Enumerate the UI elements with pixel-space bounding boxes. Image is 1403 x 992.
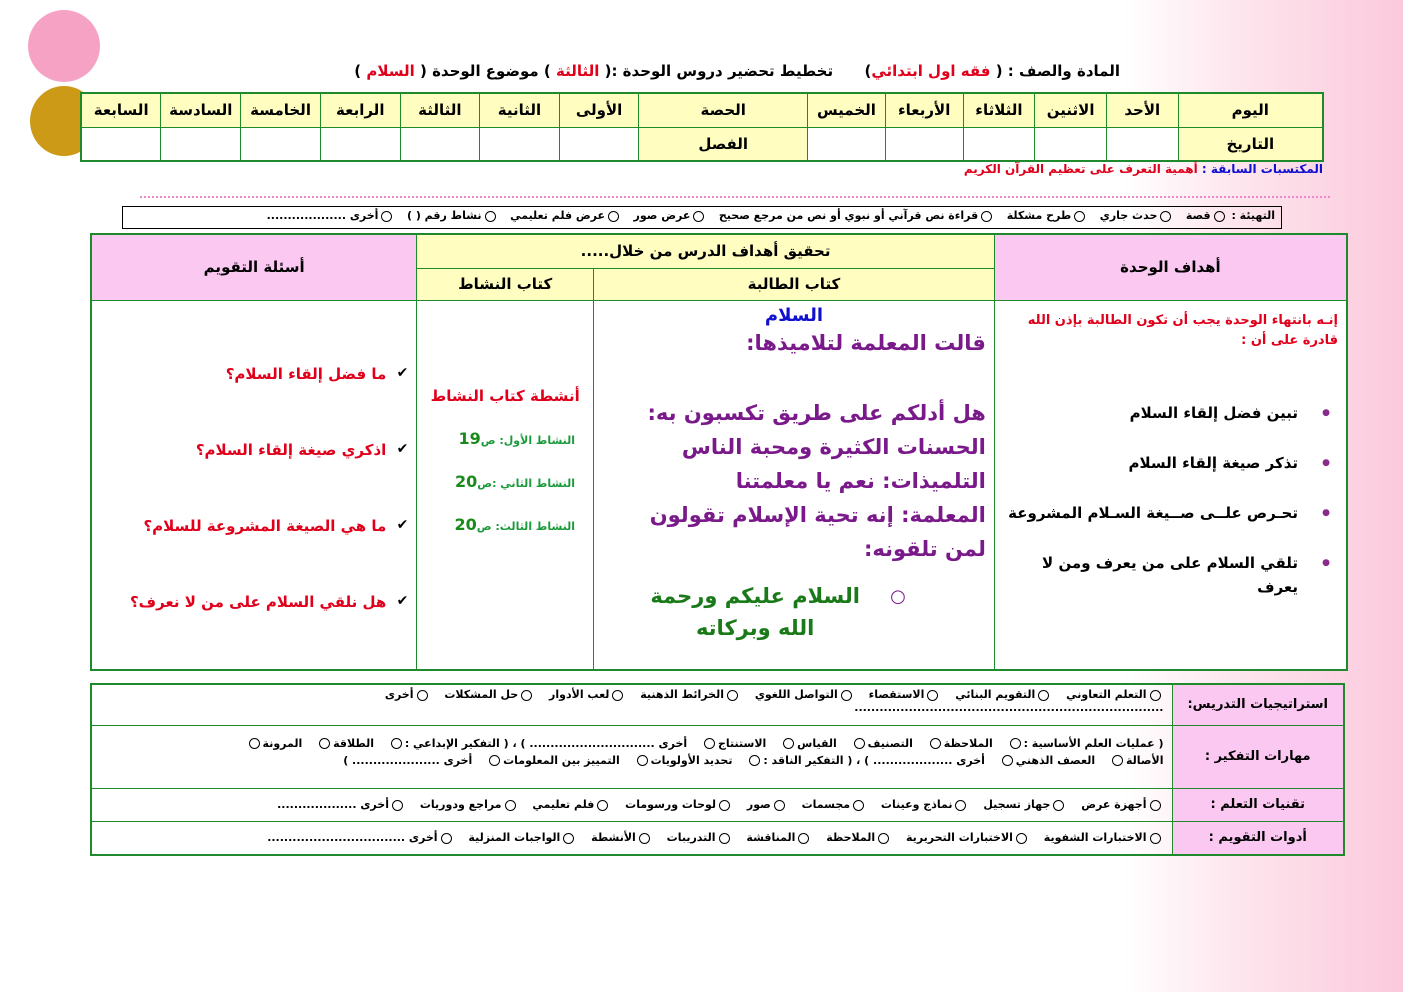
strategies-cell <box>91 684 1172 725</box>
class-cell[interactable] <box>161 127 241 161</box>
strategy-option: الاستقصاء <box>868 688 925 701</box>
goal-item: ● تذكر صيغة إلقاء السلام <box>1003 451 1338 475</box>
thinking-option: الاستنتاج <box>718 736 767 750</box>
radio-icon[interactable] <box>1016 833 1027 844</box>
activity-item: النشاط الأول: ص19 <box>458 428 576 448</box>
prior-label: المكتسبات السابقة : <box>1201 162 1323 176</box>
radio-icon[interactable] <box>955 800 966 811</box>
radio-icon[interactable] <box>1150 690 1161 701</box>
activity-book-cell <box>417 300 594 670</box>
prior-knowledge <box>964 162 1323 176</box>
lesson-line: قالت المعلمة لتلاميذها: <box>746 330 986 355</box>
radio-icon[interactable] <box>597 800 608 811</box>
subject-label: المادة والصف : ( <box>995 62 1120 80</box>
tech-option: أخرى ................... <box>277 798 389 811</box>
strategy-option: التقويم البنائي <box>955 688 1036 701</box>
tech-option: مراجع ودوريات <box>419 798 502 811</box>
radio-icon[interactable] <box>1002 755 1013 766</box>
radio-icon[interactable] <box>798 833 809 844</box>
thinking-option: أخرى ..................... ) <box>343 753 473 767</box>
schedule-row-dates <box>81 127 1323 161</box>
tech-option: صور <box>746 798 771 811</box>
radio-icon[interactable] <box>693 211 704 222</box>
greeting-text: السلام عليكم ورحمة الله وبركاته <box>650 583 860 640</box>
tools-option: أخرى ................................. <box>267 831 438 845</box>
radio-icon[interactable] <box>521 690 532 701</box>
lesson-table <box>90 233 1348 671</box>
thinking-option: القياس <box>797 736 837 750</box>
class-cell[interactable] <box>559 127 639 161</box>
warmup-option: نشاط رقم ( ) <box>406 209 482 222</box>
warmup-option: قراءة نص قرآني أو نبوي أو نص من مرجع صحيح <box>718 209 979 222</box>
tech-option: جهاز تسجيل <box>983 798 1051 811</box>
radio-icon[interactable] <box>930 738 941 749</box>
questions-list <box>92 301 416 611</box>
date-cell[interactable] <box>885 127 963 161</box>
radio-icon[interactable] <box>853 800 864 811</box>
date-label: التاريخ <box>1178 127 1323 161</box>
radio-icon[interactable] <box>719 833 730 844</box>
lesson-line: التلميذات: نعم يا معلمتنا <box>735 468 986 493</box>
question-item: ✔ ما فضل إلقاء السلام؟ <box>92 365 416 383</box>
radio-icon[interactable] <box>563 833 574 844</box>
period-3: الثالثة <box>400 93 480 127</box>
radio-icon[interactable] <box>319 738 330 749</box>
thinking-option: التمييز بين المعلومات <box>503 753 620 767</box>
radio-icon[interactable] <box>981 211 992 222</box>
class-cell[interactable] <box>81 127 161 161</box>
radio-icon[interactable] <box>485 211 496 222</box>
goals-intro: إنـه بانتهاء الوحدة يجب أن تكون الطالبة بإذن الله قادرة على أن : <box>1027 312 1338 348</box>
strategy-option: لعب الأدوار <box>549 688 610 701</box>
tools-option: التدريبات <box>666 831 716 845</box>
day-thursday: الخميس <box>808 93 886 127</box>
radio-icon[interactable] <box>704 738 715 749</box>
radio-icon[interactable] <box>727 690 738 701</box>
warmup-row <box>122 206 1282 229</box>
tools-label: أدوات التقويم : <box>1172 821 1344 855</box>
tools-option: الأنشطة <box>591 831 636 845</box>
lesson-line: هل أدلكم على طريق تكسبون به: الحسنات الكثيرة ومحبة الناس <box>647 400 986 459</box>
thinking-option: المرونة <box>262 736 303 750</box>
student-book-header: كتاب الطالبة <box>594 268 995 300</box>
tech-label: تقنيات التعلم : <box>1172 788 1344 821</box>
radio-icon[interactable] <box>639 833 650 844</box>
topic-label: ) موضوع الوحدة ( <box>420 62 551 80</box>
thinking-option: العصف الذهني <box>1015 753 1096 767</box>
warmup-label: التهيئة : <box>1231 209 1275 222</box>
strategy-option: الخرائط الذهنية <box>640 688 724 701</box>
day-monday: الاثنين <box>1035 93 1107 127</box>
activity-item: النشاط الثاني :ص20 <box>455 471 576 491</box>
activity-book-header: كتاب النشاط <box>417 268 594 300</box>
achieve-header: تحقيق أهداف الدرس من خلال..... <box>417 234 995 268</box>
decorative-circle-pink <box>28 10 100 82</box>
tools-option: المناقشة <box>746 831 796 845</box>
radio-icon[interactable] <box>1150 833 1161 844</box>
radio-icon[interactable] <box>505 800 516 811</box>
warmup-option: قصة <box>1185 209 1211 222</box>
radio-icon[interactable] <box>927 690 938 701</box>
radio-icon[interactable] <box>854 738 865 749</box>
tech-option: فلم تعليمي <box>532 798 595 811</box>
warmup-option: عرض صور <box>633 209 691 222</box>
greeting-block <box>602 580 986 644</box>
topic-value: السلام <box>366 62 415 80</box>
thinking-option: الأصالة <box>1125 753 1164 767</box>
question-item: ✔ اذكري صيغة إلقاء السلام؟ <box>92 441 416 459</box>
activities-title: أنشطة كتاب النشاط <box>430 386 580 405</box>
period-7: السابعة <box>81 93 161 127</box>
period-label: الحصة <box>639 93 808 127</box>
lesson-line: المعلمة: إنه تحية الإسلام تقولون لمن تلقونه: <box>649 502 986 561</box>
period-2: الثانية <box>480 93 560 127</box>
radio-icon[interactable] <box>841 690 852 701</box>
period-1: الأولى <box>559 93 639 127</box>
tech-cell <box>91 788 1172 821</box>
strategy-option: حل المشكلات <box>444 688 519 701</box>
radio-icon[interactable] <box>489 755 500 766</box>
thinking-option: التصنيف <box>867 736 913 750</box>
radio-icon[interactable] <box>878 833 889 844</box>
tech-option: مجسمات <box>801 798 851 811</box>
radio-icon[interactable] <box>249 738 260 749</box>
tech-option: نماذج وعينات <box>880 798 953 811</box>
radio-icon[interactable] <box>612 690 623 701</box>
radio-icon[interactable] <box>1053 800 1064 811</box>
strategy-option: التواصل اللغوي <box>754 688 838 701</box>
thinking-label: مهارات التفكير : <box>1172 725 1344 788</box>
day-tuesday: الثلاثاء <box>963 93 1035 127</box>
radio-icon[interactable] <box>1214 211 1225 222</box>
tech-option: لوحات ورسومات <box>625 798 717 811</box>
period-5: الخامسة <box>241 93 321 127</box>
goals-cell <box>994 300 1347 670</box>
radio-icon[interactable] <box>749 755 760 766</box>
thinking-option: الملاحظة <box>943 736 993 750</box>
class-cell[interactable] <box>320 127 400 161</box>
activity-item: النشاط الثالث: ص20 <box>454 514 576 534</box>
radio-icon[interactable] <box>1010 738 1021 749</box>
thinking-option: ( عمليات العلم الأساسية : <box>1023 736 1164 750</box>
eval-header: أسئلة التقويم <box>91 234 417 300</box>
day-label: اليوم <box>1178 93 1323 127</box>
date-cell[interactable] <box>1107 127 1179 161</box>
radio-icon[interactable] <box>1074 211 1085 222</box>
radio-icon[interactable] <box>381 211 392 222</box>
day-wednesday: الأربعاء <box>885 93 963 127</box>
class-cell[interactable] <box>480 127 560 161</box>
radio-icon[interactable] <box>441 833 452 844</box>
thinking-cell <box>91 725 1172 788</box>
goals-header: أهداف الوحدة <box>994 234 1347 300</box>
period-6: السادسة <box>161 93 241 127</box>
strategies-more: .......................................................................... <box>854 701 1164 714</box>
dotted-divider <box>140 196 1330 198</box>
radio-icon[interactable] <box>1150 800 1161 811</box>
radio-icon[interactable] <box>392 800 403 811</box>
strategy-option: أخرى <box>384 688 414 701</box>
eval-cell <box>91 300 417 670</box>
date-cell[interactable] <box>808 127 886 161</box>
topic-close: ) <box>354 62 362 80</box>
schedule-table <box>80 92 1324 162</box>
strategies-label: استراتيجيات التدريس: <box>1172 684 1344 725</box>
plan-label: تخطيط تحضير دروس الوحدة :( <box>604 62 834 80</box>
radio-icon[interactable] <box>608 211 619 222</box>
warmup-option: أخرى ................... <box>266 209 379 222</box>
goal-item: ● تبين فضل إلقاء السلام <box>1003 401 1338 425</box>
radio-icon[interactable] <box>1160 211 1171 222</box>
tools-cell <box>91 821 1172 855</box>
thinking-option: الطلاقة <box>333 736 374 750</box>
student-book-cell <box>594 300 995 670</box>
radio-icon[interactable] <box>774 800 785 811</box>
subject-value: فقه اول ابتدائي <box>871 62 991 80</box>
date-cell[interactable] <box>963 127 1035 161</box>
warmup-option: طرح مشكلة <box>1006 209 1072 222</box>
methods-table <box>90 683 1345 856</box>
unit-value: الثالثة <box>555 62 600 80</box>
class-label: الفصل <box>639 127 808 161</box>
date-cell[interactable] <box>1035 127 1107 161</box>
tools-option: الملاحظة <box>826 831 876 845</box>
radio-icon[interactable] <box>1038 690 1049 701</box>
goal-item: ● تلقي السلام على من يعرف ومن لا يعرف <box>1003 551 1338 599</box>
tech-option: أجهزة عرض <box>1081 798 1147 811</box>
question-item: ✔ ما هي الصيغة المشروعة للسلام؟ <box>92 517 416 535</box>
lesson-title: السلام <box>764 304 824 326</box>
radio-icon[interactable] <box>783 738 794 749</box>
warmup-option: عرض فلم تعليمي <box>510 209 606 222</box>
tools-option: الاختبارات الشفوية <box>1043 831 1147 845</box>
radio-icon[interactable] <box>637 755 648 766</box>
goals-list <box>995 401 1346 599</box>
period-4: الرابعة <box>320 93 400 127</box>
prior-value: أهمية التعرف على تعظيم القرآن الكريم <box>963 162 1198 176</box>
radio-icon[interactable] <box>391 738 402 749</box>
class-cell[interactable] <box>241 127 321 161</box>
thinking-option: تحديد الأولويات <box>650 753 733 767</box>
strategy-option: التعلم التعاوني <box>1066 688 1147 701</box>
goal-item: ● تحـرص علــى صــيغة السـلام المشروعة <box>1003 501 1338 525</box>
radio-icon[interactable] <box>417 690 428 701</box>
radio-icon[interactable] <box>1112 755 1123 766</box>
thinking-option: أخرى ................... ) ، ( التفكير الناقد : <box>763 753 985 767</box>
circle-bullet-icon: ○ <box>890 585 906 607</box>
subject-close: ) <box>864 62 872 80</box>
class-cell[interactable] <box>400 127 480 161</box>
question-item: ✔ هل نلقي السلام على من لا نعرف؟ <box>92 593 416 611</box>
warmup-option: حدث جاري <box>1099 209 1158 222</box>
day-sunday: الأحد <box>1107 93 1179 127</box>
tools-option: الاختبارات التحريرية <box>906 831 1013 845</box>
tools-option: الواجبات المنزلية <box>468 831 561 845</box>
thinking-option: أخرى .............................. ) ، ( التفكير الإبداعي : <box>404 736 688 750</box>
schedule-row-days <box>81 93 1323 127</box>
page-header <box>280 62 1120 80</box>
radio-icon[interactable] <box>719 800 730 811</box>
